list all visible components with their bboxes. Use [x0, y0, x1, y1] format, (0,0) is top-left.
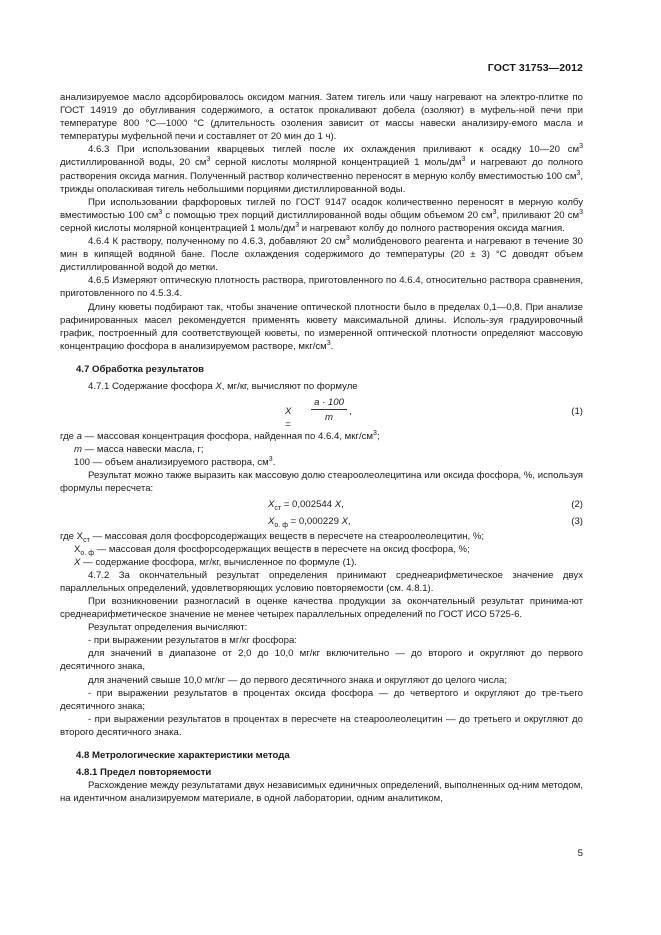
- fraction-bar: [311, 409, 347, 410]
- list-item: - при выражении результатов в процентах в пересчете на стеароолеолецитин — до третьего и округляют до второго десятичного знака.: [60, 713, 583, 738]
- body-text: [60, 91, 583, 805]
- paragraph: анализируемое масло адсорбировалось оксидом магния. Затем тигель или чашу нагревают на электро-плитке по ГОСТ 14919 до обугливания содержимого, а остаток прокаливают добела (озоляют) в муфель-ной печи при температуре 800 °С—1000 °С (длительность озоления зависит от массы навески анализиру-емого масла и температуры муфельной печи и составляет от 20 мин до 1 ч).: [60, 92, 583, 143]
- paragraph: При возникновении разногласий в оценке качества продукции за окончательный результат принима-ют среднеарифметическое значение не менее четырех параллельных определений по ГОСТ ИСО 5725-6.: [60, 596, 583, 621]
- paragraph: Расхождение между результатами двух независимых единичных определений, выполненных од-ним методом, на идентичном анализируемом материале, в одной лаборатории, одним аналитиком,: [60, 780, 583, 805]
- page-number: 5: [577, 848, 583, 859]
- equation-number: (3): [571, 515, 583, 527]
- formula-2: $X_{ст} = 0,002544$ X, (2): [268, 498, 583, 512]
- equation-number: (2): [571, 498, 583, 510]
- paragraph-4-6-4: 4.6.4 К раствору, полученному по 4.6.3, добавляют 20 $см^3$ молибденового реагента и нагревают в течение 30 мин в кипящей водяной бане. После охлаждения содержимого до температуры (20 ± 3) °С доводят объем дистиллированной водой до метки.: [60, 234, 583, 274]
- paragraph-4-6-3: 4.6.3 При использовании кварцевых тиглей после их охлаждения приливают к осадку 10—20 $см^3$ дистиллированной воды, 20 $см^3$ серной кислоты молярной концентрацией 1 моль/$дм^3$ и нагревают до полного растворения оксида магния. Полученный раствор количественно переносят в мерную колбу вместимостью 100 $см^3$, трижды ополаскивая тигель небольшими порциями дистиллированной воды.: [60, 143, 583, 195]
- paragraph-4-7-1: 4.7.1 Содержание фосфора X, мг/кг, вычисляют по формуле: [88, 380, 358, 392]
- list-item: для значений в диапазоне от 2,0 до 10,0 мг/кг включительно — до второго и округляют до первого десятичного знака,: [60, 648, 583, 673]
- paragraph: Результат определения вычисляют:: [88, 622, 248, 634]
- paragraph: При использовании фарфоровых тиглей по ГОСТ 9147 осадок количественно переносят в мерную колбу вместимостью 100 $см^3$ с помощью трех порций дистиллированной воды общим объемом 20 $см^3$, приливают 20 $см^3$ серной кислоты молярной концентрацией 1 моль/$дм^3$ и нагревают колбу до полного растворения оксида магния.: [60, 196, 583, 234]
- where-line: где $Х_{ст}$ — массовая доля фосфорсодержащих веществ в пересчете на стеароолеолецитин, %;: [60, 530, 485, 544]
- paragraph-4-7-2: 4.7.2 За окончательный результат определения принимают среднеарифметическое значение двух параллельных определений, удовлетворяющих условию повторяемости (см. 4.8.1).: [60, 569, 583, 594]
- standard-code: ГОСТ 31753—2012: [487, 62, 583, 74]
- paragraph: Длину кюветы подбирают так, чтобы значение оптической плотности было в пределах 0,1—0,8. При анализе рафинированных масел рекомендуется применять кювету максимальной длины. Исполь-зуя градуировочный график, построенный для соответствующей кюветы, по измеренной оптической плотности определяют массовую концентрацию фосфора в анализируемом растворе, мкг/$см^3$.: [60, 301, 583, 352]
- where-line: m — масса навески масла, г;: [74, 444, 204, 456]
- list-item: - при выражении результатов в мг/кг фосфора:: [88, 635, 297, 647]
- where-line: $Х_{о. ф}$ — массовая доля фосфорсодержащих веществ в пересчете на оксид фосфора, %;: [74, 543, 470, 557]
- formula-3: $X_{о. ф} = 0,000229$ X, (3): [268, 515, 583, 529]
- section-heading-4-7: 4.7 Обработка результатов: [76, 363, 205, 375]
- list-item: для значений свыше 10,0 мг/кг — до первого десятичного знака и округляют до целого числа;: [88, 674, 508, 686]
- section-heading-4-8: 4.8 Метрологические характеристики метода: [76, 750, 290, 762]
- where-line: X — содержание фосфора, мг/кг, вычисленное по формуле (1).: [74, 556, 357, 568]
- denominator: m: [325, 412, 333, 424]
- where-line: где a — массовая концентрация фосфора, найденная по 4.6.4, мкг/$см^3$;: [60, 429, 380, 443]
- formula-1: X = a · 100 m , (1): [285, 397, 583, 431]
- subsection-heading-4-8-1: 4.8.1 Предел повторяемости: [76, 767, 212, 779]
- list-item: - при выражении результатов в процентах оксида фосфора — до четвертого и округляют до тре-тьего десятичного знака;: [60, 687, 583, 712]
- equation-number: (1): [571, 406, 583, 418]
- paragraph: Результат можно также выразить как массовую долю стеароолеолецитина или оксида фосфора, %, используя формулы пересчета:: [60, 470, 583, 495]
- numerator: a · 100: [314, 397, 344, 409]
- document-page: [60, 0, 583, 935]
- where-line: 100 — объем анализируемого раствора, $см^3$.: [74, 456, 276, 469]
- paragraph-4-6-5: 4.6.5 Измеряют оптическую плотность раствора, приготовленного по 4.6.4, относительно раствора сравнения, приготовленного по 4.5.3.4.: [60, 275, 583, 300]
